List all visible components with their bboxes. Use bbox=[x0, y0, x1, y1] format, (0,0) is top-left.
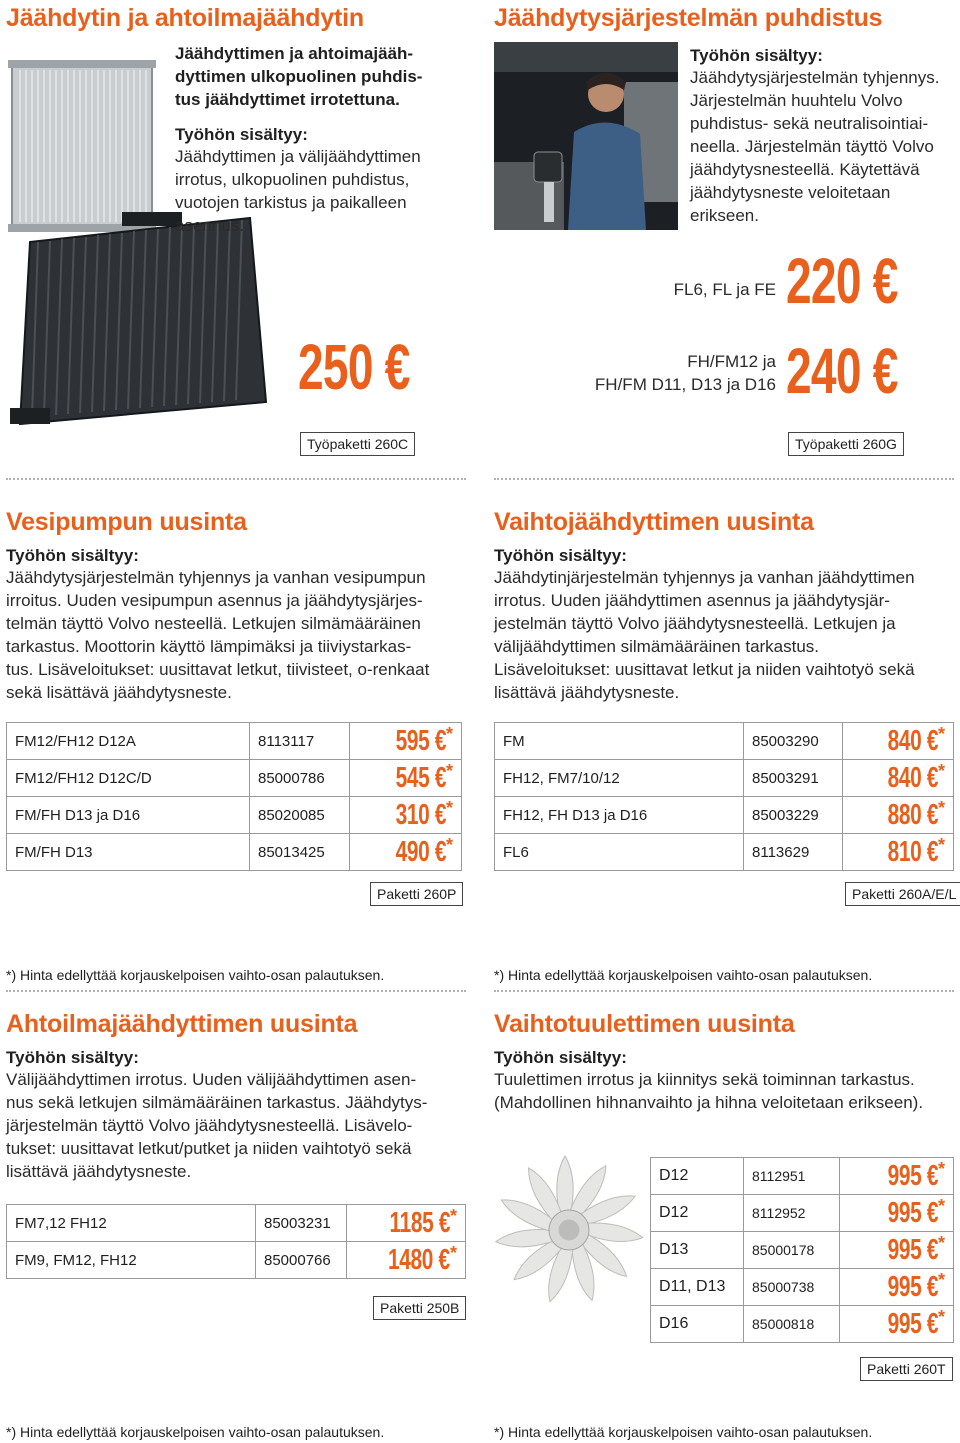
radiator-section-title: Jäähdytin ja ahtoilmajäähdytin bbox=[6, 4, 364, 32]
footnote: *) Hinta edellyttää korjauskelpoisen vaihto-osan palautuksen. bbox=[6, 1424, 385, 1440]
body-line: sekä lisättävä jäähdytysneste. bbox=[6, 683, 232, 702]
price-cell bbox=[349, 797, 461, 834]
footnote: *) Hinta edellyttää korjauskelpoisen vaihto-osan palautuksen. bbox=[6, 967, 385, 983]
radiator-replacement-description bbox=[494, 546, 915, 704]
price-cell bbox=[840, 1232, 954, 1269]
intro-line: tus jäähdyttimet irrotettuna. bbox=[175, 90, 400, 109]
part-number-cell: 85003290 bbox=[744, 723, 843, 760]
table-row bbox=[495, 723, 954, 760]
footnote-marker: * bbox=[449, 1242, 457, 1263]
work-includes-label: Työhön sisältyy: bbox=[175, 125, 308, 144]
price-value: 995 € bbox=[887, 1160, 938, 1193]
model-cell: FM bbox=[495, 723, 744, 760]
divider bbox=[494, 478, 954, 480]
footnote-marker: * bbox=[937, 1232, 945, 1253]
price-cell bbox=[840, 1158, 954, 1195]
body-line: Jäähdytysjärjestelmän tyhjennys. bbox=[690, 68, 940, 87]
table-row bbox=[651, 1269, 954, 1306]
table-row bbox=[7, 723, 462, 760]
price-value: 995 € bbox=[887, 1271, 938, 1304]
part-number-cell: 85000738 bbox=[744, 1269, 840, 1306]
divider bbox=[6, 990, 466, 992]
footnote-marker: * bbox=[937, 1306, 945, 1327]
body-line: jäähdytysneste veloitetaan bbox=[690, 183, 891, 202]
price-cell bbox=[842, 723, 953, 760]
charge-air-cooler-image bbox=[10, 212, 272, 434]
body-line: tus. Lisäveloitukset: uusittavat letkut, tiivisteet, o-renkaat bbox=[6, 660, 430, 679]
body-line: tarkastus. Moottorin käyttö lämpimäksi ja tiiviystarkas- bbox=[6, 637, 412, 656]
price-cell bbox=[349, 834, 461, 871]
model-cell: FM12/FH12 D12A bbox=[7, 723, 250, 760]
price-value: 490 € bbox=[395, 836, 446, 869]
fan-replacement-description bbox=[494, 1048, 923, 1114]
footnote-marker: * bbox=[445, 834, 453, 855]
table-row bbox=[651, 1195, 954, 1232]
divider bbox=[494, 990, 954, 992]
radiator-replacement-title: Vaihtojäähdyttimen uusinta bbox=[494, 508, 814, 536]
footnote-marker: * bbox=[445, 723, 453, 744]
body-line: Lisäveloitukset: uusittavat letkut ja niiden vaihtotyö sekä bbox=[494, 660, 915, 679]
radiator-image bbox=[8, 60, 156, 232]
footnote-marker: * bbox=[937, 723, 945, 744]
model-cell: FH12, FM7/10/12 bbox=[495, 760, 744, 797]
price-value: 995 € bbox=[887, 1308, 938, 1341]
table-row bbox=[7, 834, 462, 871]
cleaning-price-fh: 240 € bbox=[786, 335, 898, 407]
table-row bbox=[7, 1205, 466, 1242]
intro-line: Jäähdyttimen ja ahtoimajääh- bbox=[175, 44, 414, 63]
part-number-cell: 85003291 bbox=[744, 760, 843, 797]
footnote-marker: * bbox=[449, 1205, 457, 1226]
footnote-marker: * bbox=[445, 797, 453, 818]
engine-cell: D16 bbox=[651, 1306, 744, 1343]
body-line: puhdistus- sekä neutralisointiai- bbox=[690, 114, 929, 133]
work-includes-label: Työhön sisältyy: bbox=[690, 46, 823, 65]
model-cell: FM7,12 FH12 bbox=[7, 1205, 256, 1242]
price-value: 880 € bbox=[887, 799, 938, 832]
body-line: erikseen. bbox=[690, 206, 759, 225]
price-table bbox=[494, 722, 954, 871]
price-table bbox=[650, 1157, 954, 1343]
part-number-cell: 85020085 bbox=[250, 797, 350, 834]
body-line: Järjestelmän huuhtelu Volvo bbox=[690, 91, 903, 110]
divider bbox=[6, 478, 466, 480]
cleaning-price-fl: 220 € bbox=[786, 245, 898, 317]
body-line: irrotus. Uuden jäähdyttimen asennus ja jäähdytysjär- bbox=[494, 591, 890, 610]
radiator-price: 250 € bbox=[298, 331, 410, 403]
table-row bbox=[495, 760, 954, 797]
part-number-cell: 8112952 bbox=[744, 1195, 840, 1232]
price-cell bbox=[840, 1269, 954, 1306]
engine-cell: D12 bbox=[651, 1158, 744, 1195]
footnote-marker: * bbox=[937, 1269, 945, 1290]
footnote-marker: * bbox=[937, 834, 945, 855]
body-line: Jäähdyttimen ja välijäähdyttimen bbox=[175, 147, 421, 166]
model-cell: FM/FH D13 bbox=[7, 834, 250, 871]
price-cell bbox=[346, 1242, 465, 1279]
part-number-cell: 85000818 bbox=[744, 1306, 840, 1343]
price-cell bbox=[842, 834, 953, 871]
part-number-cell: 8112951 bbox=[744, 1158, 840, 1195]
fan-image bbox=[494, 1150, 644, 1310]
intro-line: dyttimen ulkopuolinen puhdis- bbox=[175, 67, 423, 86]
water-pump-title: Vesipumpun uusinta bbox=[6, 508, 247, 536]
price-value: 810 € bbox=[887, 836, 938, 869]
charge-air-cooler-title: Ahtoilmajäähdyttimen uusinta bbox=[6, 1010, 358, 1038]
model-cell: FM12/FH12 D12C/D bbox=[7, 760, 250, 797]
fan-replacement-title: Vaihtotuulettimen uusinta bbox=[494, 1010, 795, 1038]
body-line: lisättävä jäähdytysneste. bbox=[494, 683, 680, 702]
body-line: Tuulettimen irrotus ja kiinnitys sekä toiminnan tarkastus. bbox=[494, 1070, 915, 1089]
work-includes-label: Työhön sisältyy: bbox=[6, 546, 139, 565]
price-value: 995 € bbox=[887, 1197, 938, 1230]
model-cell: FM9, FM12, FH12 bbox=[7, 1242, 256, 1279]
price-value: 1185 € bbox=[389, 1207, 450, 1240]
table-row bbox=[495, 797, 954, 834]
model-label: FH/FM12 ja bbox=[687, 352, 776, 371]
price-cell bbox=[349, 723, 461, 760]
table-row bbox=[7, 1242, 466, 1279]
body-line: telmän täyttö Volvo nesteellä. Letkujen silmämääräinen bbox=[6, 614, 421, 633]
body-line: Välijäähdyttimen irrotus. Uuden välijäähdyttimen asen- bbox=[6, 1070, 417, 1089]
mechanic-photo bbox=[494, 42, 678, 230]
price-value: 995 € bbox=[887, 1234, 938, 1267]
price-value: 545 € bbox=[395, 762, 446, 795]
body-line: lisättävä jäähdytysneste. bbox=[6, 1162, 192, 1181]
part-number-cell: 85003229 bbox=[744, 797, 843, 834]
price-value: 310 € bbox=[395, 799, 446, 832]
body-line: (Mahdollinen hihnanvaihto ja hihna veloitetaan erikseen). bbox=[494, 1093, 924, 1112]
price-value: 595 € bbox=[395, 725, 446, 758]
package-label: Paketti 260A/E/L bbox=[845, 882, 960, 906]
package-label: Työpaketti 260C bbox=[300, 432, 415, 456]
part-number-cell: 85003231 bbox=[256, 1205, 347, 1242]
model-label: FH/FM D11, D13 ja D16 bbox=[594, 375, 776, 394]
work-includes-label: Työhön sisältyy: bbox=[6, 1048, 139, 1067]
package-label: Työpaketti 260G bbox=[788, 432, 904, 456]
body-line: jäähdytysnesteellä. Käytettävä bbox=[690, 160, 920, 179]
body-line: nus sekä letkujen silmämääräinen tarkastus. Jäähdytys- bbox=[6, 1093, 428, 1112]
footnote: *) Hinta edellyttää korjauskelpoisen vaihto-osan palautuksen. bbox=[494, 1424, 873, 1440]
price-table bbox=[6, 1204, 466, 1279]
price-table bbox=[6, 722, 462, 871]
table-row bbox=[651, 1232, 954, 1269]
radiator-intro bbox=[175, 42, 422, 237]
body-line: irroitus. Uuden vesipumpun asennus ja jäähdytysjärjes- bbox=[6, 591, 423, 610]
work-includes-label: Työhön sisältyy: bbox=[494, 546, 627, 565]
part-number-cell: 85000178 bbox=[744, 1232, 840, 1269]
model-label: FL6, FL ja FE bbox=[673, 280, 776, 299]
price-cell bbox=[346, 1205, 465, 1242]
body-line: neella. Järjestelmän täyttö Volvo bbox=[690, 137, 934, 156]
package-label: Paketti 260P bbox=[370, 882, 463, 906]
footnote-marker: * bbox=[937, 797, 945, 818]
engine-cell: D13 bbox=[651, 1232, 744, 1269]
footnote: *) Hinta edellyttää korjauskelpoisen vaihto-osan palautuksen. bbox=[494, 967, 873, 983]
engine-cell: D12 bbox=[651, 1195, 744, 1232]
model-cell: FM/FH D13 ja D16 bbox=[7, 797, 250, 834]
table-row bbox=[495, 834, 954, 871]
part-number-cell: 85000786 bbox=[250, 760, 350, 797]
body-line: asennus. bbox=[175, 216, 244, 235]
part-number-cell: 85000766 bbox=[256, 1242, 347, 1279]
footnote-marker: * bbox=[937, 1195, 945, 1216]
price-cell bbox=[840, 1306, 954, 1343]
body-line: vuotojen tarkistus ja paikalleen bbox=[175, 193, 407, 212]
table-row bbox=[7, 797, 462, 834]
table-row bbox=[651, 1158, 954, 1195]
work-includes-label: Työhön sisältyy: bbox=[494, 1048, 627, 1067]
price-cell bbox=[349, 760, 461, 797]
package-label: Paketti 250B bbox=[373, 1296, 466, 1320]
table-row bbox=[651, 1306, 954, 1343]
charge-air-cooler-description bbox=[6, 1048, 427, 1183]
price-value: 840 € bbox=[887, 725, 938, 758]
price-value: 1480 € bbox=[388, 1244, 450, 1277]
body-line: Jäähdytysjärjestelmän tyhjennys ja vanhan vesipumpun bbox=[6, 568, 426, 587]
body-line: järjestelmän täyttö Volvo jäähdytysnesteellä. Lisävelo- bbox=[6, 1116, 413, 1135]
price-cell bbox=[842, 760, 953, 797]
package-label: Paketti 260T bbox=[860, 1357, 953, 1381]
price-value: 840 € bbox=[887, 762, 938, 795]
cleaning-description bbox=[690, 46, 939, 227]
model-cell: FL6 bbox=[495, 834, 744, 871]
price-cell bbox=[840, 1195, 954, 1232]
model-cell: FH12, FH D13 ja D16 bbox=[495, 797, 744, 834]
body-line: Jäähdytinjärjestelmän tyhjennys ja vanhan jäähdyttimen bbox=[494, 568, 915, 587]
cooling-cleaning-title: Jäähdytysjärjestelmän puhdistus bbox=[494, 4, 883, 32]
part-number-cell: 8113629 bbox=[744, 834, 843, 871]
body-line: jestelmän täyttö Volvo jäähdytysnesteellä. Letkujen ja bbox=[494, 614, 896, 633]
water-pump-description bbox=[6, 546, 429, 704]
footnote-marker: * bbox=[937, 760, 945, 781]
footnote-marker: * bbox=[445, 760, 453, 781]
part-number-cell: 85013425 bbox=[250, 834, 350, 871]
body-line: tukset: uusittavat letkut/putket ja niiden vaihtotyö sekä bbox=[6, 1139, 412, 1158]
footnote-marker: * bbox=[937, 1158, 945, 1179]
part-number-cell: 8113117 bbox=[250, 723, 350, 760]
price-cell bbox=[842, 797, 953, 834]
engine-cell: D11, D13 bbox=[651, 1269, 744, 1306]
body-line: välijäähdyttimen silmämääräinen tarkastus. bbox=[494, 637, 820, 656]
body-line: irrotus, ulkopuolinen puhdistus, bbox=[175, 170, 410, 189]
table-row bbox=[7, 760, 462, 797]
